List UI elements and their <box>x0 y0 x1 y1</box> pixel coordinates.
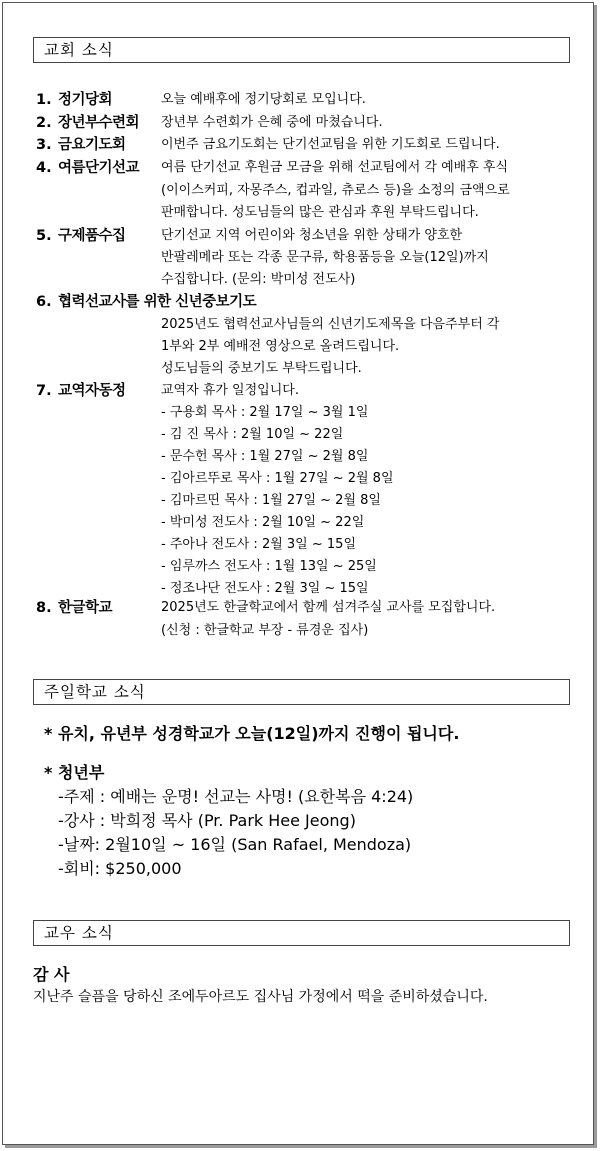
item-text: (이이스커피, 자몽주스, 컵과일, 츄로스 등)을 소정의 금액으로 <box>161 183 510 198</box>
thanks-text: 지난주 슬픔을 당하신 조에두아르도 집사님 가정에서 떡을 준비하셨습니다. <box>33 989 488 1005</box>
item-text: (신청 : 한글학교 부장 - 류경운 집사) <box>161 623 369 638</box>
item-number: 4. <box>36 160 52 176</box>
item-number: 8. <box>36 600 52 616</box>
vacation-entry: - 임루까스 전도사 : 1월 13일 ~ 25일 <box>161 559 377 574</box>
item-label: 장년부수련회 <box>58 115 140 131</box>
vacation-entry: - 김 진 목사 : 2월 10일 ~ 22일 <box>161 427 344 442</box>
vbs-notice: * 유치, 유년부 성경학교가 오늘(12일)까지 진행이 됩니다. <box>44 724 460 743</box>
item-label: 한글학교 <box>58 600 113 616</box>
thanks-heading: 감 사 <box>33 965 70 984</box>
item-label: 정기당회 <box>58 92 113 108</box>
item-text: 장년부 수련회가 은혜 중에 마쳤습니다. <box>161 115 383 130</box>
vacation-entry: - 김마르띤 목사 : 1월 27일 ~ 2월 8일 <box>161 493 381 508</box>
vacation-entry: - 정조나단 전도사 : 2월 3일 ~ 15일 <box>161 581 369 596</box>
item-number: 2. <box>36 115 52 131</box>
vacation-entry: - 구용회 목사 : 2월 17일 ~ 3월 1일 <box>161 405 369 420</box>
vacation-entry: - 문수헌 목사 : 1월 27일 ~ 2월 8일 <box>161 449 369 464</box>
item-text: 오늘 예배후에 정기당회로 모입니다. <box>161 92 366 107</box>
item-label: 여름단기선교 <box>58 160 140 176</box>
item-number: 3. <box>36 137 52 153</box>
youth-header: * 청년부 <box>44 763 105 782</box>
youth-fee: -회비: $250,000 <box>58 859 182 878</box>
youth-theme: -주제 : 예배는 운명! 선교는 사명! (요한복음 4:24) <box>58 787 414 806</box>
vacation-entry: - 김아르뚜로 목사 : 1월 27일 ~ 2월 8일 <box>161 471 394 486</box>
item-text: 수집합니다. (문의: 박미성 전도사) <box>161 272 356 287</box>
item-text: 반팔레메라 또는 각종 문구류, 학용품등을 오늘(12일)까지 <box>161 250 489 265</box>
item-text: 단기선교 지역 어린이와 청소년을 위한 상태가 양호한 <box>161 228 463 243</box>
item-number: 6. <box>36 294 52 310</box>
member-news-title: 교우 소식 <box>33 920 570 946</box>
item-text: 판매합니다. 성도님들의 많은 관심과 후원 부탁드립니다. <box>161 205 479 220</box>
item-label: 구제품수집 <box>58 228 126 244</box>
item-text: 1부와 2부 예배전 영상으로 올려드립니다. <box>161 339 400 354</box>
church-news-title: 교회 소식 <box>33 37 570 63</box>
item-number: 1. <box>36 92 52 108</box>
sunday-school-title: 주일학교 소식 <box>33 679 570 705</box>
item-text: 성도님들의 중보기도 부탁드립니다. <box>161 361 362 376</box>
item-label: 협력선교사를 위한 신년중보기도 <box>58 294 257 310</box>
item-label: 금요기도회 <box>58 137 126 153</box>
item-text: 교역자 휴가 일정입니다. <box>161 383 299 398</box>
youth-speaker: -강사 : 박희정 목사 (Pr. Park Hee Jeong) <box>58 811 356 830</box>
item-text: 여름 단기선교 후원금 모금을 위해 선교팀에서 각 예배후 후식 <box>161 160 509 175</box>
item-number: 7. <box>36 383 52 399</box>
item-text: 2025년도 협력선교사님들의 신년기도제목을 다음주부터 각 <box>161 317 500 332</box>
item-text: 이번주 금요기도회는 단기선교팀을 위한 기도회로 드립니다. <box>161 137 500 152</box>
item-text: 2025년도 한글학교에서 함께 섬겨주실 교사를 모집합니다. <box>161 600 496 615</box>
item-number: 5. <box>36 228 52 244</box>
vacation-entry: - 박미성 전도사 : 2월 10일 ~ 22일 <box>161 515 365 530</box>
vacation-entry: - 주아나 전도사 : 2월 3일 ~ 15일 <box>161 537 356 552</box>
youth-date: -날짜: 2월10일 ~ 16일 (San Rafael, Mendoza) <box>58 835 412 854</box>
item-label: 교역자동정 <box>58 383 126 399</box>
